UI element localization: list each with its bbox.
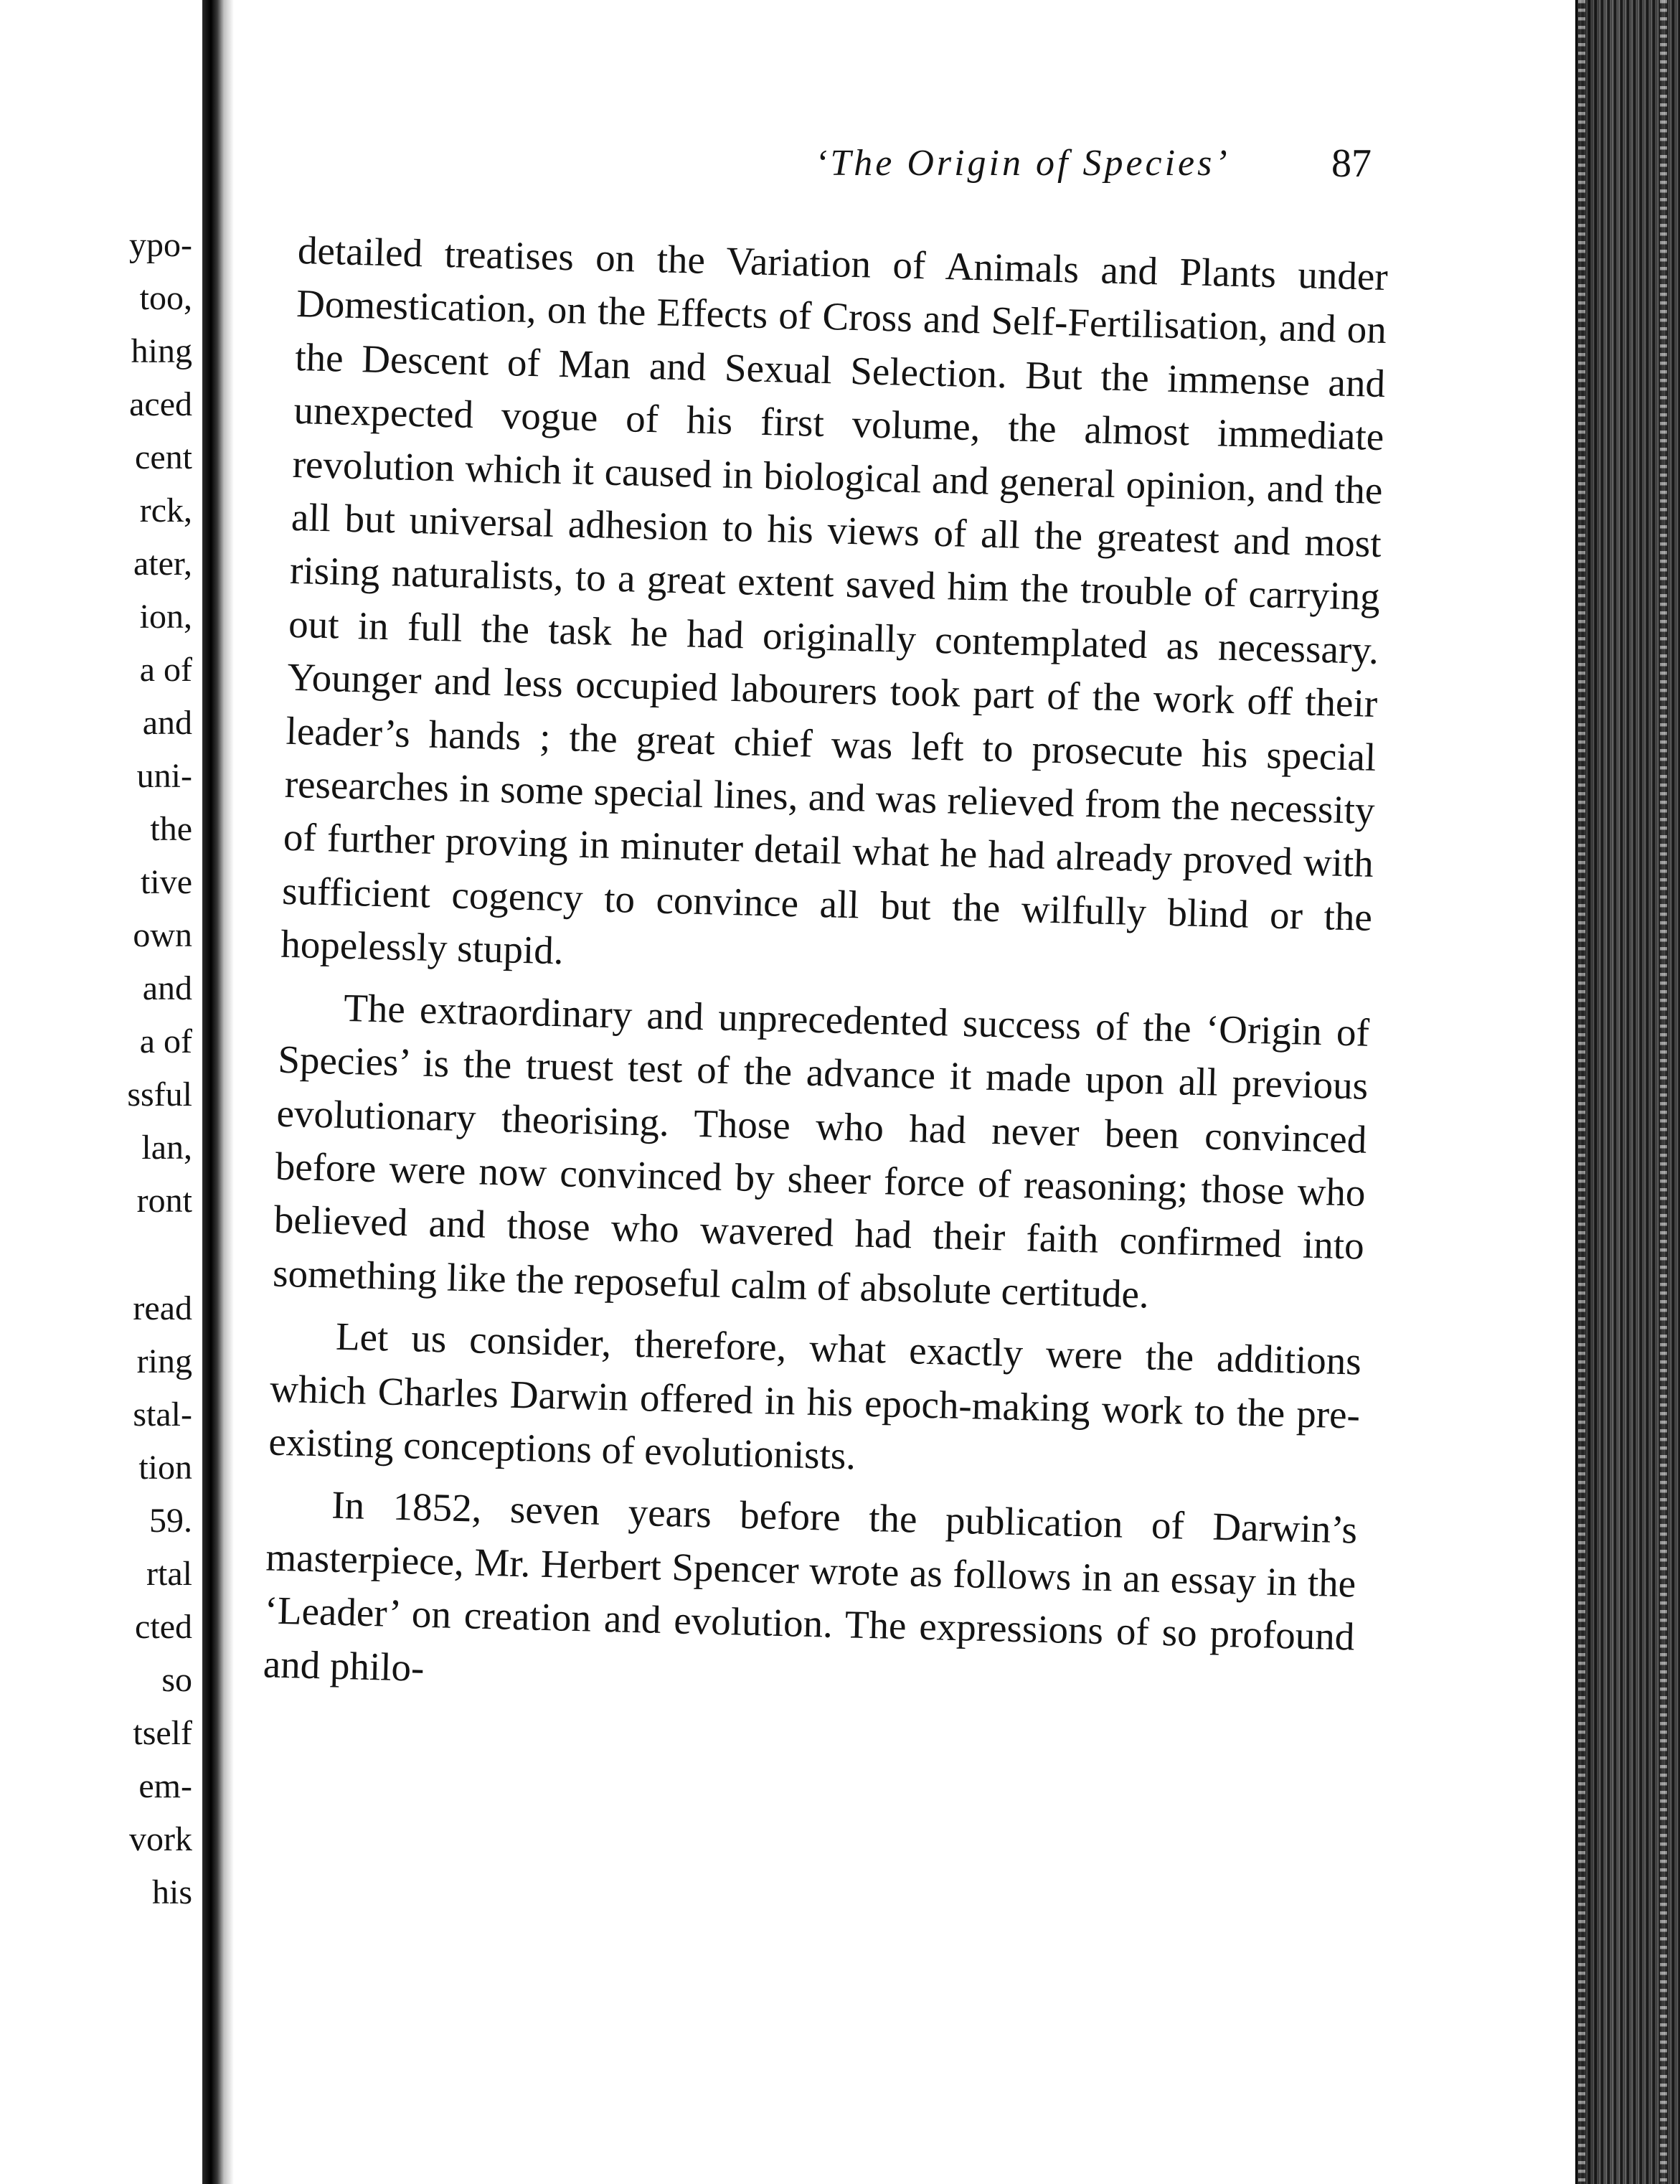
left-page-fragment: a of (139, 651, 192, 689)
paragraph: detailed treatises on the Variation of Animals and Plants under Domestication, on the Effects of Cross and Self-Fertilisation, and on the Descent of Man and Sexual Selection. But the immense and unexpected vogue of his first volume, the almost immediate revolution which it caused in biological and general opinion, and the all but universal adhesion to his views of all the greatest and most rising naturalists, to a great extent saved him the trouble of carrying out in full the task he had originally contemplated as necessary. Younger and less occupied labourers took part of the work off their leader’s hands ; the great chief was left to prosecute his special researches in some special lines, and was relieved from the necessity of further proving in minuter detail what he had already proved with sufficient cogency to convince all but the wilfully blind or the hopelessly stupid. (280, 227, 1389, 973)
book-gutter (202, 0, 224, 2184)
left-page-fragment: ssful (127, 1075, 192, 1114)
fore-edge-highlight (1660, 0, 1667, 2184)
left-page-fragment: so (161, 1661, 192, 1699)
left-page-fragment: stal- (133, 1395, 192, 1434)
left-page-fragment: too, (139, 279, 192, 317)
fore-edge-highlight (1578, 0, 1585, 2184)
gutter-shadow (224, 0, 234, 2184)
left-page-fragment: the (150, 810, 192, 848)
left-page-fragment: ront (136, 1182, 192, 1220)
left-page-fragment: ater, (133, 545, 192, 583)
body-text (263, 224, 1389, 1717)
left-page-fragment: uni- (136, 757, 192, 795)
left-page-fragment: ypo- (129, 226, 192, 264)
left-page-fragment: em- (138, 1767, 192, 1805)
left-page-fragment: vork (129, 1820, 192, 1858)
left-page-fragment: ring (136, 1342, 192, 1380)
left-page-fragment: ion, (139, 598, 192, 636)
left-page-fragment: his (151, 1873, 192, 1911)
page-number: 87 (1331, 141, 1372, 186)
left-page-fragment: tion (138, 1449, 192, 1487)
right-page (234, 0, 1575, 2184)
left-page-fragment: rtal (146, 1555, 192, 1593)
left-page-fragment: 59. (149, 1502, 192, 1540)
left-page-fragment: lan, (141, 1129, 192, 1167)
left-page-fragment: cted (135, 1608, 192, 1646)
left-page-fragment: aced (129, 385, 192, 423)
left-page-fragment: tself (133, 1714, 192, 1752)
left-page-fragment: tive (141, 863, 192, 901)
left-page-fragment: and (142, 969, 192, 1007)
left-page-fragment: hing (131, 332, 192, 370)
left-page (0, 0, 202, 2184)
paragraph: In 1852, seven years before the publication of Darwin’s masterpiece, Mr. Herbert Spencer wrote as follows in an essay in the ‘Leader’ on creation and evolution. The expressions of so profound and philo- (263, 1483, 1358, 1690)
running-header: ‘The Origin of Species’ (815, 143, 1230, 184)
left-page-fragment: cent (135, 438, 192, 476)
left-page-fragment: own (133, 916, 192, 954)
left-page-fragment: rck, (139, 491, 192, 529)
left-page-fragment: a of (139, 1022, 192, 1060)
paragraph: Let us consider, therefore, what exactly were the additions which Charles Darwin offered in his epoch-making work to the pre-existing conceptions of evolutionists. (268, 1314, 1362, 1478)
left-page-fragment: read (133, 1289, 192, 1327)
left-page-fragment: and (142, 704, 192, 742)
paragraph: The extraordinary and unprecedented success of the ‘Origin of Species’ is the truest test of the advance it made upon all previous evolutionary theorising. Those who had never been convinced before were now convinced by sheer force of reasoning; those who believed and those who wavered had their faith confirmed into something like the reposeful calm of absolute certitude. (272, 985, 1370, 1317)
book-fore-edge (1575, 0, 1680, 2184)
